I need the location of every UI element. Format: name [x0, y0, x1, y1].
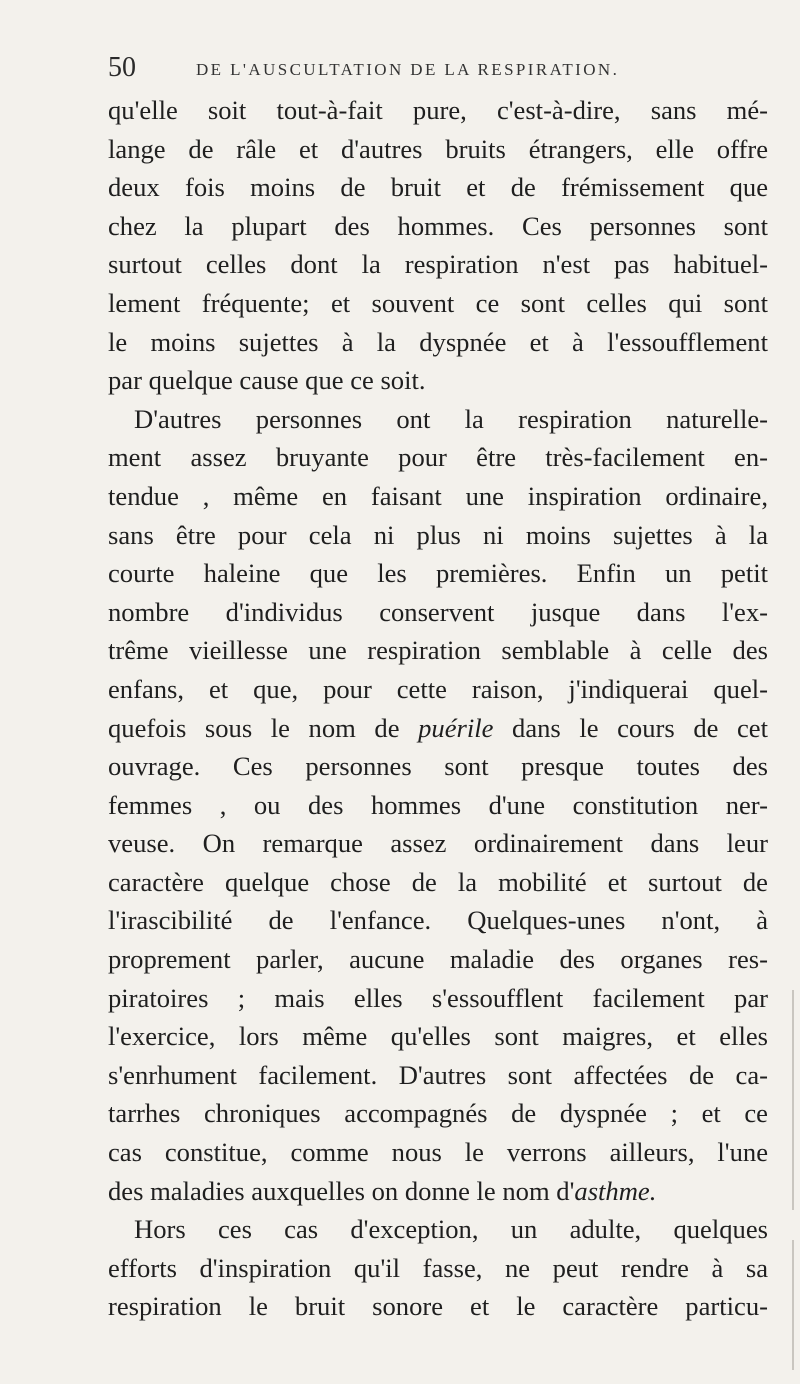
- text-line: lange de râle et d'autres bruits étrangers, elle offre: [108, 133, 768, 164]
- italic-term: puérile: [418, 712, 494, 743]
- text-line: enfans, et que, pour cette raison, j'indiquerai quel-: [108, 673, 768, 704]
- text-line: trême vieillesse une respiration semblable à celle des: [108, 635, 768, 666]
- text-segment: des maladies auxquelles on donne le nom d': [108, 1175, 575, 1206]
- page-edge-shadow: [792, 1240, 794, 1370]
- text-line: par quelque cause que ce soit.: [108, 365, 426, 396]
- text-line: qu'elle soit tout-à-fait pure, c'est-à-dire, sans mé-: [108, 95, 768, 125]
- text-line: le moins sujettes à la dyspnée et à l'essoufflement: [108, 326, 768, 357]
- page-header: [108, 52, 728, 88]
- text-line: proprement parler, aucune maladie des organes res-: [108, 944, 768, 975]
- text-line: respiration le bruit sonore et le caractère particu-: [108, 1291, 768, 1322]
- text-line: veuse. On remarque assez ordinairement dans leur: [108, 828, 768, 859]
- body-text: [108, 91, 768, 1326]
- text-line: surtout celles dont la respiration n'est pas habituel-: [108, 249, 768, 280]
- text-line: l'exercice, lors même qu'elles sont maigres, et elles: [108, 1021, 768, 1052]
- text-line: D'autres personnes ont la respiration naturelle-: [134, 403, 768, 434]
- text-line: deux fois moins de bruit et de frémissement que: [108, 172, 768, 203]
- text-line: s'enrhument facilement. D'autres sont affectées de ca-: [108, 1059, 768, 1090]
- text-line: caractère quelque chose de la mobilité et surtout de: [108, 866, 768, 897]
- italic-term: asthme.: [574, 1175, 657, 1206]
- text-line: [108, 1172, 768, 1211]
- page-number: 50: [108, 52, 136, 83]
- text-line: lement fréquente; et souvent ce sont celles qui sont: [108, 287, 768, 318]
- text-segment: dans le cours de cet: [512, 712, 768, 743]
- text-line: ment assez bruyante pour être très-facilement en-: [108, 442, 768, 473]
- text-line: l'irascibilité de l'enfance. Quelques-unes n'ont, à: [108, 905, 768, 936]
- text-segment: quefois sous le nom de: [108, 712, 400, 743]
- text-line: nombre d'individus conservent jusque dans l'ex-: [108, 596, 768, 627]
- text-line: [108, 709, 768, 748]
- text-line: efforts d'inspiration qu'il fasse, ne peut rendre à sa: [108, 1252, 768, 1283]
- text-line: courte haleine que les premières. Enfin un petit: [108, 558, 768, 589]
- text-line: sans être pour cela ni plus ni moins sujettes à la: [108, 519, 768, 550]
- text-line: chez la plupart des hommes. Ces personnes sont: [108, 210, 768, 241]
- text-line: piratoires ; mais elles s'essoufflent facilement par: [108, 982, 768, 1013]
- text-line: ouvrage. Ces personnes sont presque toutes des: [108, 751, 768, 782]
- running-head: DE L'AUSCULTATION DE LA RESPIRATION.: [196, 60, 620, 79]
- text-line: cas constitue, comme nous le verrons ailleurs, l'une: [108, 1137, 768, 1168]
- page-edge-shadow: [792, 990, 794, 1210]
- text-line: tendue , même en faisant une inspiration ordinaire,: [108, 480, 768, 511]
- text-line: Hors ces cas d'exception, un adulte, quelques: [134, 1214, 768, 1245]
- text-line: femmes , ou des hommes d'une constitution ner-: [108, 789, 768, 820]
- text-line: tarrhes chroniques accompagnés de dyspnée ; et ce: [108, 1098, 768, 1129]
